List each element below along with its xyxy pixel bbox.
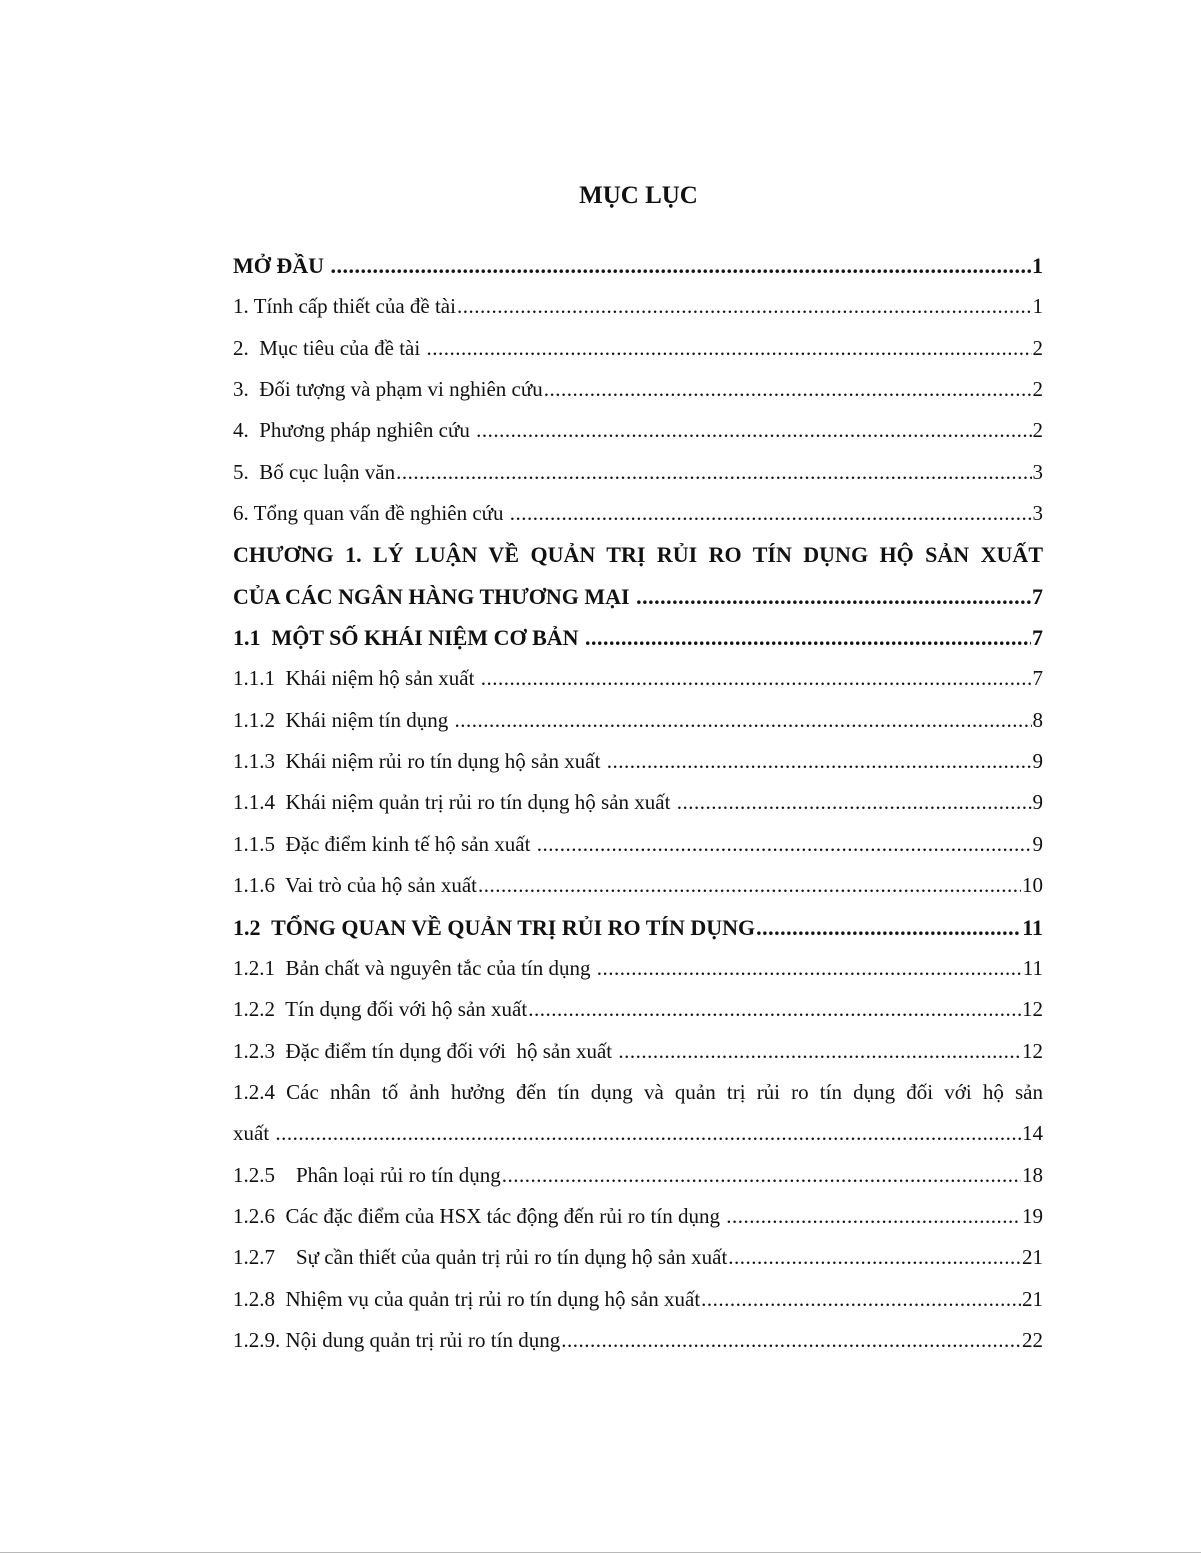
dot-leader [331,245,1031,286]
toc-entry[interactable] [233,865,1043,906]
toc-entry-label: 2. Mục tiêu của đề tài [233,335,426,360]
toc-page-number: 21 [1022,1245,1043,1270]
toc-entry-label: 4. Phương pháp nghiên cứu [233,418,476,443]
toc-entry[interactable] [233,369,1043,410]
toc-entry[interactable] [233,1072,1043,1113]
dot-leader [478,865,1021,906]
dot-leader [481,658,1032,699]
toc-entry-label: 1.1.6 Vai trò của hộ sản xuất [233,873,477,898]
toc-page-number: 19 [1022,1203,1043,1228]
toc-page-number: 10 [1022,873,1043,898]
toc-entry-label: 1.2.6 Các đặc điểm của HSX tác động đến rủi ro tín dụng [233,1203,726,1228]
toc-page-number: 1 [1032,253,1043,278]
toc-entry-label: 1.1.5 Đặc điểm kinh tế hộ sản xuất [233,831,536,856]
toc-page-number: 2 [1032,418,1043,443]
toc-page-number: 7 [1032,583,1043,609]
toc-entry[interactable] [233,1237,1043,1278]
toc-entry-label: 1.2 TỔNG QUAN VỀ QUẢN TRỊ RỦI RO TÍN DỤNG [233,914,756,940]
toc-entry[interactable] [233,328,1043,369]
toc-page-number: 1 [1032,294,1043,319]
toc-entry[interactable] [233,907,1043,948]
toc-entry[interactable] [233,617,1043,658]
toc-entry-label: 1.1.1 Khái niệm hộ sản xuất [233,666,480,691]
dot-leader [728,1237,1021,1278]
dot-leader [510,493,1032,534]
dot-leader [636,576,1031,617]
table-of-contents [233,245,1043,1361]
dot-leader [454,700,1031,741]
toc-page-number: 22 [1022,1327,1043,1352]
dot-leader [756,907,1021,948]
toc-entry-label: 1.2.7 Sự cần thiết của quản trị rủi ro tín dụng hộ sản xuất [233,1245,728,1270]
toc-entry-label: MỞ ĐẦU [233,253,330,278]
page-title: MỤC LỤC [579,182,698,209]
toc-entry-label: CHƯƠNG 1. LÝ LUẬN VỀ QUẢN TRỊ RỦI RO TÍN DỤNG HỘ SẢN XUẤT [233,542,1043,568]
dot-leader [677,782,1032,823]
toc-entry[interactable] [233,1279,1043,1320]
toc-page-number: 9 [1032,749,1043,774]
toc-page-number: 11 [1022,914,1043,940]
dot-leader [585,617,1031,658]
toc-entry-label: 3. Đối tượng và phạm vi nghiên cứu [233,377,543,402]
toc-entry[interactable] [233,410,1043,451]
dot-leader [561,1320,1021,1361]
toc-page-number: 21 [1022,1286,1043,1311]
toc-entry[interactable] [233,824,1043,865]
dot-leader [502,1155,1021,1196]
toc-entry-label: 1.1.2 Khái niệm tín dụng [233,707,454,732]
toc-entry-label: 1.1.4 Khái niệm quản trị rủi ro tín dụng hộ sản xuất [233,790,676,815]
toc-page-number: 11 [1022,955,1043,980]
toc-entry[interactable] [233,493,1043,534]
toc-entry[interactable] [233,1320,1043,1361]
dot-leader [597,948,1022,989]
toc-entry[interactable] [233,1196,1043,1237]
toc-page-number: 2 [1032,335,1043,360]
toc-entry[interactable] [233,700,1043,741]
toc-entry[interactable] [233,1155,1043,1196]
toc-entry[interactable] [233,989,1043,1030]
toc-entry-label: 5. Bố cục luận văn [233,459,396,484]
toc-entry[interactable] [233,658,1043,699]
dot-leader [537,824,1032,865]
toc-entry[interactable] [233,741,1043,782]
toc-entry[interactable] [233,534,1043,575]
toc-entry[interactable] [233,452,1043,493]
dot-leader [726,1196,1021,1237]
toc-page-number: 2 [1032,377,1043,402]
dot-leader [396,452,1031,493]
toc-entry[interactable] [233,948,1043,989]
toc-entry-label: xuất [233,1121,275,1146]
toc-entry-label: 1.2.2 Tín dụng đối với hộ sản xuất [233,997,528,1022]
toc-entry-label: 1.2.8 Nhiệm vụ của quản trị rủi ro tín dụng hộ sản xuất [233,1286,701,1311]
toc-entry-label: 1.2.9. Nội dung quản trị rủi ro tín dụng [233,1327,561,1352]
toc-entry-label: 1. Tính cấp thiết của đề tài [233,294,456,319]
toc-entry-label: 6. Tổng quan vấn đề nghiên cứu [233,501,509,526]
toc-page-number: 3 [1032,459,1043,484]
dot-leader [701,1279,1021,1320]
dot-leader [426,328,1031,369]
toc-page-number: 18 [1022,1162,1043,1187]
toc-entry-label: 1.1.3 Khái niệm rủi ro tín dụng hộ sản xuất [233,749,606,774]
dot-leader [275,1113,1021,1154]
toc-entry-label: 1.2.4 Các nhân tố ảnh hưởng đến tín dụng và quản trị rủi ro tín dụng đối với hộ sản [233,1079,1043,1104]
toc-entry[interactable] [233,245,1043,286]
dot-leader [457,286,1032,327]
toc-entry-label: 1.2.3 Đặc điểm tín dụng đối với hộ sản xuất [233,1038,618,1063]
toc-page-number: 12 [1022,1038,1043,1063]
toc-entry-continuation[interactable] [233,1113,1043,1154]
toc-entry-label: CỦA CÁC NGÂN HÀNG THƯƠNG MẠI [233,583,636,609]
toc-page-number: 14 [1022,1121,1043,1146]
dot-leader [476,410,1031,451]
toc-entry-label: 1.2.1 Bản chất và nguyên tắc của tín dụng [233,955,596,980]
toc-entry-label: 1.1 MỘT SỐ KHÁI NIỆM CƠ BẢN [233,625,585,651]
dot-leader [618,1031,1021,1072]
toc-page-number: 7 [1032,666,1043,691]
toc-entry[interactable] [233,1031,1043,1072]
toc-entry[interactable] [233,782,1043,823]
toc-page-number: 9 [1032,831,1043,856]
toc-page-number: 3 [1032,501,1043,526]
toc-entry[interactable] [233,286,1043,327]
toc-page-number: 8 [1032,707,1043,732]
toc-entry-label: 1.2.5 Phân loại rủi ro tín dụng [233,1162,501,1187]
dot-leader [544,369,1032,410]
dot-leader [607,741,1032,782]
dot-leader [528,989,1021,1030]
toc-page-number: 7 [1032,625,1043,651]
bottom-rule [0,1552,1201,1553]
toc-page-number: 9 [1032,790,1043,815]
toc-page-number: 12 [1022,997,1043,1022]
toc-entry-continuation[interactable] [233,576,1043,617]
